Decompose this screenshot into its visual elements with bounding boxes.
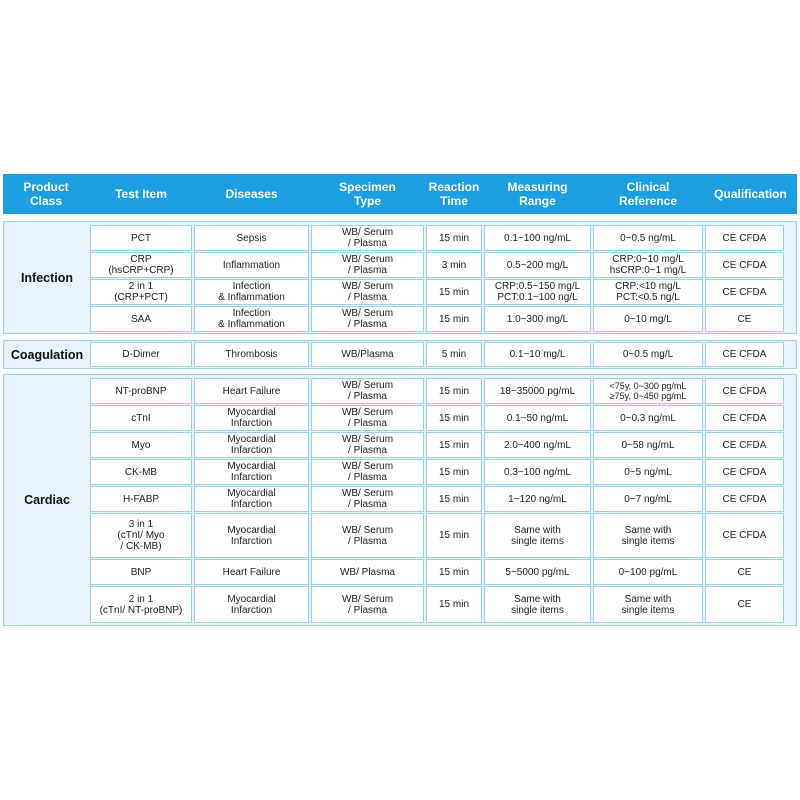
- clinical-reference-cell: 0~0.3 ng/mL: [593, 405, 703, 431]
- qualification-cell: CE CFDA: [705, 513, 784, 558]
- header-clinical-reference: Clinical Reference: [618, 180, 678, 208]
- clinical-reference-cell: <75y, 0~300 pg/mL ≥75y, 0~450 pg/mL: [593, 378, 703, 404]
- diseases-cell: Sepsis: [194, 225, 309, 251]
- reaction-time-cell: 15 min: [426, 378, 482, 404]
- diseases-cell: Infection & Inflammation: [194, 306, 309, 332]
- qualification-cell: CE CFDA: [705, 486, 784, 512]
- measuring-range-cell: CRP:0.5~150 mg/L PCT:0.1~100 ng/L: [484, 279, 591, 305]
- table-row: [90, 306, 796, 332]
- qualification-cell: CE CFDA: [705, 279, 784, 305]
- header-reaction-time: Reaction Time: [428, 180, 480, 208]
- table-header: [3, 174, 797, 214]
- specimen-cell: WB/ Serum / Plasma: [311, 378, 424, 404]
- specimen-cell: WB/ Serum / Plasma: [311, 252, 424, 278]
- specimen-cell: WB/ Serum / Plasma: [311, 405, 424, 431]
- measuring-range-cell: 0.1~100 ng/mL: [484, 225, 591, 251]
- qualification-cell: CE CFDA: [705, 459, 784, 485]
- diseases-cell: Myocardial Infarction: [194, 486, 309, 512]
- clinical-reference-cell: CRP:<10 mg/L PCT:<0.5 ng/L: [593, 279, 703, 305]
- header-qualification: Qualification: [714, 187, 787, 201]
- table-row: [90, 513, 796, 558]
- clinical-reference-cell: CRP:0~10 mg/L hsCRP:0~1 mg/L: [593, 252, 703, 278]
- qualification-cell: CE CFDA: [705, 252, 784, 278]
- specimen-cell: WB/Plasma: [311, 342, 424, 367]
- qualification-cell: CE CFDA: [705, 225, 784, 251]
- qualification-cell: CE: [705, 306, 784, 332]
- diseases-cell: Inflammation: [194, 252, 309, 278]
- specimen-cell: WB/ Plasma: [311, 559, 424, 585]
- reaction-time-cell: 15 min: [426, 513, 482, 558]
- test-item-cell: 2 in 1 (cTnI/ NT-proBNP): [90, 586, 192, 623]
- specimen-cell: WB/ Serum / Plasma: [311, 513, 424, 558]
- specimen-cell: WB/ Serum / Plasma: [311, 486, 424, 512]
- table-row: [90, 279, 796, 305]
- diseases-cell: Infection & Inflammation: [194, 279, 309, 305]
- table-row: [90, 586, 796, 623]
- qualification-cell: CE: [705, 559, 784, 585]
- reaction-time-cell: 15 min: [426, 559, 482, 585]
- qualification-cell: CE CFDA: [705, 342, 784, 367]
- specimen-cell: WB/ Serum / Plasma: [311, 306, 424, 332]
- table-row: [90, 486, 796, 512]
- clinical-reference-cell: 0~5 ng/mL: [593, 459, 703, 485]
- qualification-cell: CE CFDA: [705, 405, 784, 431]
- reaction-time-cell: 15 min: [426, 586, 482, 623]
- test-item-cell: CRP (hsCRP+CRP): [90, 252, 192, 278]
- test-item-cell: 3 in 1 (cTnI/ Myo / CK-MB): [90, 513, 192, 558]
- measuring-range-cell: 2.0~400 ng/mL: [484, 432, 591, 458]
- reaction-time-cell: 15 min: [426, 306, 482, 332]
- test-item-cell: 2 in 1 (CRP+PCT): [90, 279, 192, 305]
- test-item-cell: PCT: [90, 225, 192, 251]
- diseases-cell: Myocardial Infarction: [194, 405, 309, 431]
- table-row: [90, 225, 796, 251]
- table-row: [90, 405, 796, 431]
- qualification-cell: CE CFDA: [705, 378, 784, 404]
- header-measuring-range: Measuring Range: [507, 180, 568, 208]
- clinical-reference-cell: 0~0.5 ng/mL: [593, 225, 703, 251]
- test-item-cell: CK-MB: [90, 459, 192, 485]
- reaction-time-cell: 15 min: [426, 225, 482, 251]
- specimen-cell: WB/ Serum / Plasma: [311, 586, 424, 623]
- measuring-range-cell: 0.5~200 mg/L: [484, 252, 591, 278]
- diseases-cell: Myocardial Infarction: [194, 513, 309, 558]
- measuring-range-cell: 0.3~100 ng/mL: [484, 459, 591, 485]
- clinical-reference-cell: 0~100 pg/mL: [593, 559, 703, 585]
- measuring-range-cell: 0.1~50 ng/mL: [484, 405, 591, 431]
- measuring-range-cell: 0.1~10 mg/L: [484, 342, 591, 367]
- reaction-time-cell: 15 min: [426, 486, 482, 512]
- clinical-reference-cell: 0~10 mg/L: [593, 306, 703, 332]
- test-item-cell: SAA: [90, 306, 192, 332]
- diseases-cell: Heart Failure: [194, 378, 309, 404]
- reaction-time-cell: 5 min: [426, 342, 482, 367]
- test-item-cell: H-FABP: [90, 486, 192, 512]
- diseases-cell: Thrombosis: [194, 342, 309, 367]
- header-test-item: Test Item: [115, 187, 167, 201]
- diseases-cell: Myocardial Infarction: [194, 459, 309, 485]
- clinical-reference-cell: Same with single items: [593, 586, 703, 623]
- product-class-label: Infection: [20, 270, 74, 285]
- reaction-time-cell: 15 min: [426, 405, 482, 431]
- measuring-range-cell: 5~5000 pg/mL: [484, 559, 591, 585]
- clinical-reference-cell: 0~7 ng/mL: [593, 486, 703, 512]
- clinical-reference-cell: Same with single items: [593, 513, 703, 558]
- specimen-cell: WB/ Serum / Plasma: [311, 225, 424, 251]
- specimen-cell: WB/ Serum / Plasma: [311, 279, 424, 305]
- table-row: [90, 559, 796, 585]
- diseases-cell: Myocardial Infarction: [194, 586, 309, 623]
- table-row: [90, 459, 796, 485]
- header-product-class: Product Class: [23, 180, 69, 208]
- clinical-reference-cell: 0~0.5 mg/L: [593, 342, 703, 367]
- clinical-reference-cell: 0~58 ng/mL: [593, 432, 703, 458]
- header-specimen-type: Specimen Type: [339, 180, 396, 208]
- reaction-time-cell: 15 min: [426, 279, 482, 305]
- test-item-cell: cTnI: [90, 405, 192, 431]
- reaction-time-cell: 3 min: [426, 252, 482, 278]
- product-class-label: Coagulation: [10, 347, 84, 362]
- specimen-cell: WB/ Serum / Plasma: [311, 459, 424, 485]
- measuring-range-cell: 1.0~300 mg/L: [484, 306, 591, 332]
- table-row: [90, 252, 796, 278]
- qualification-cell: CE CFDA: [705, 432, 784, 458]
- diseases-cell: Heart Failure: [194, 559, 309, 585]
- group-infection: [3, 221, 797, 334]
- test-item-cell: D-Dimer: [90, 342, 192, 367]
- header-diseases: Diseases: [225, 187, 278, 201]
- measuring-range-cell: Same with single items: [484, 586, 591, 623]
- specimen-cell: WB/ Serum / Plasma: [311, 432, 424, 458]
- group-cardiac: [3, 374, 797, 626]
- measuring-range-cell: 1~120 ng/mL: [484, 486, 591, 512]
- table-row: [90, 378, 796, 404]
- reaction-time-cell: 15 min: [426, 459, 482, 485]
- measuring-range-cell: 18~35000 pg/mL: [484, 378, 591, 404]
- test-item-cell: BNP: [90, 559, 192, 585]
- test-item-cell: Myo: [90, 432, 192, 458]
- table-row: [90, 342, 796, 367]
- product-class-label: Cardiac: [24, 493, 70, 507]
- qualification-cell: CE: [705, 586, 784, 623]
- diseases-cell: Myocardial Infarction: [194, 432, 309, 458]
- test-item-cell: NT-proBNP: [90, 378, 192, 404]
- table-row: [90, 432, 796, 458]
- group-coagulation: [3, 340, 797, 369]
- reaction-time-cell: 15 min: [426, 432, 482, 458]
- measuring-range-cell: Same with single items: [484, 513, 591, 558]
